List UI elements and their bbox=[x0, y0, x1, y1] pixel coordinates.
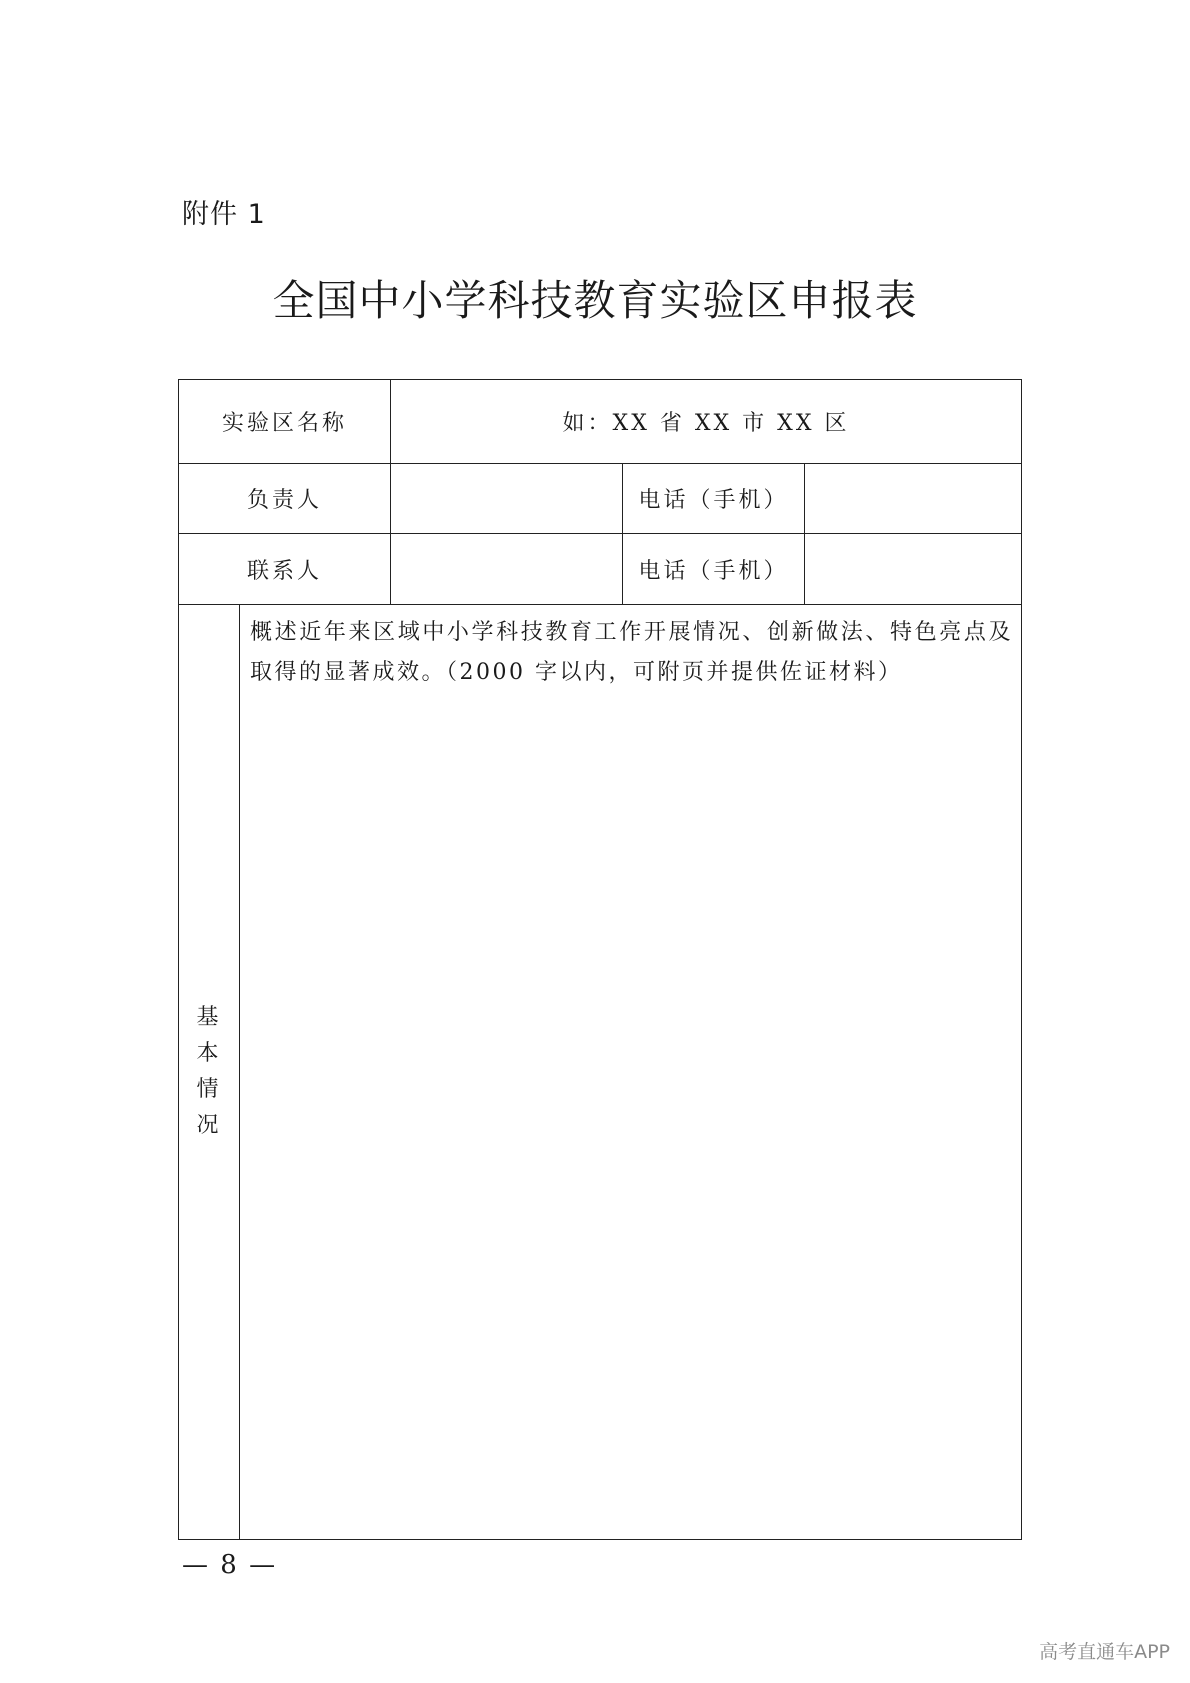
basic-info-char: 基 bbox=[196, 1005, 222, 1030]
attachment-label: 附件 1 bbox=[182, 199, 266, 230]
zone-name-field[interactable]: 如：XX 省 XX 市 XX 区 bbox=[391, 380, 1022, 464]
zone-name-label: 实验区名称 bbox=[179, 380, 391, 464]
basic-info-label bbox=[179, 605, 240, 1540]
form-title: 全国中小学科技教育实验区申报表 bbox=[272, 276, 918, 325]
form-row-basic-info bbox=[179, 605, 1022, 1540]
contact-phone-field[interactable] bbox=[805, 534, 1022, 605]
basic-info-char: 情 bbox=[196, 1077, 222, 1102]
leader-field[interactable] bbox=[391, 464, 623, 534]
basic-info-instruction: 概述近年来区域中小学科技教育工作开展情况、创新做法、特色亮点及取得的显著成效。（2000 字以内，可附页并提供佐证材料） bbox=[250, 620, 1014, 685]
basic-info-field[interactable] bbox=[240, 605, 1022, 1540]
leader-label: 负责人 bbox=[179, 464, 391, 534]
basic-info-vertical-label bbox=[196, 1000, 222, 1144]
watermark-text: 高考直通车APP bbox=[1039, 1641, 1170, 1663]
form-row-contact bbox=[179, 534, 1022, 605]
leader-phone-label: 电话（手机） bbox=[623, 464, 805, 534]
application-form-table bbox=[178, 379, 1022, 1540]
page-number: — 8 — bbox=[182, 1550, 278, 1580]
leader-phone-field[interactable] bbox=[805, 464, 1022, 534]
form-row-leader bbox=[179, 464, 1022, 534]
contact-field[interactable] bbox=[391, 534, 623, 605]
basic-info-char: 况 bbox=[196, 1113, 222, 1138]
contact-label: 联系人 bbox=[179, 534, 391, 605]
contact-phone-label: 电话（手机） bbox=[623, 534, 805, 605]
basic-info-char: 本 bbox=[196, 1041, 222, 1066]
form-row-zone-name bbox=[179, 380, 1022, 464]
